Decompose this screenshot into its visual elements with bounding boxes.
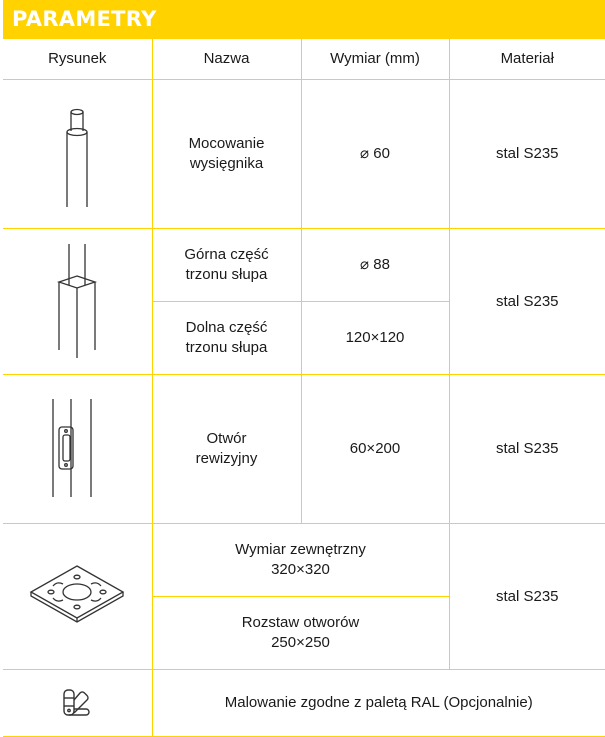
table-row <box>3 80 605 229</box>
drawing-cell <box>3 670 152 737</box>
dimension-cell: ⌀ 88 <box>301 229 449 302</box>
inspection-opening-icon <box>47 397 107 501</box>
name-cell <box>152 229 301 302</box>
painting-cell: Malowanie zgodne z paletą RAL (Opcjonalnie) <box>152 670 605 737</box>
header-drawing: Rysunek <box>3 39 152 80</box>
pole-top-bracket-icon <box>57 99 97 209</box>
name-line-2: wysięgnika <box>189 155 264 172</box>
base-spacing-label: Rozstaw otworów <box>241 614 360 631</box>
table-row <box>3 375 605 524</box>
parameters-table <box>3 38 605 737</box>
dimension-cell: 60×200 <box>301 375 449 524</box>
base-spacing-value: 250×250 <box>271 634 330 651</box>
name-line-2: trzonu słupa <box>185 339 268 356</box>
drawing-cell <box>3 524 152 670</box>
header-dimension: Wymiar (mm) <box>301 39 449 80</box>
drawing-cell <box>3 80 152 229</box>
name-line-1: Dolna część <box>185 319 268 336</box>
name-line-2: rewizyjny <box>195 450 258 467</box>
table-row <box>3 229 605 302</box>
title-bar <box>3 0 605 38</box>
header-name: Nazwa <box>152 39 301 80</box>
dimension-cell: 120×120 <box>301 302 449 375</box>
name-cell <box>152 302 301 375</box>
base-outer-dimension-cell <box>152 524 449 597</box>
header-material: Materiał <box>449 39 605 80</box>
dimension-cell: ⌀ 60 <box>301 80 449 229</box>
name-cell <box>152 375 301 524</box>
name-line-1: Otwór <box>206 430 247 447</box>
page-title: PARAMETRY <box>12 7 157 31</box>
paint-palette-icon <box>61 687 93 719</box>
base-hole-spacing-cell <box>152 597 449 670</box>
material-cell: stal S235 <box>449 229 605 375</box>
drawing-cell <box>3 375 152 524</box>
table-row <box>3 524 605 597</box>
base-outer-label: Wymiar zewnętrzny <box>235 541 366 558</box>
name-line-2: trzonu słupa <box>185 266 268 283</box>
name-line-1: Górna część <box>184 246 269 263</box>
material-cell: stal S235 <box>449 80 605 229</box>
name-cell <box>152 80 301 229</box>
table-row <box>3 670 605 737</box>
pole-shaft-transition-icon <box>47 242 107 362</box>
drawing-cell <box>3 229 152 375</box>
header-row <box>3 39 605 80</box>
material-cell: stal S235 <box>449 375 605 524</box>
name-line-1: Mocowanie <box>188 135 265 152</box>
base-outer-value: 320×320 <box>271 561 330 578</box>
base-plate-icon <box>27 562 127 632</box>
material-cell: stal S235 <box>449 524 605 670</box>
